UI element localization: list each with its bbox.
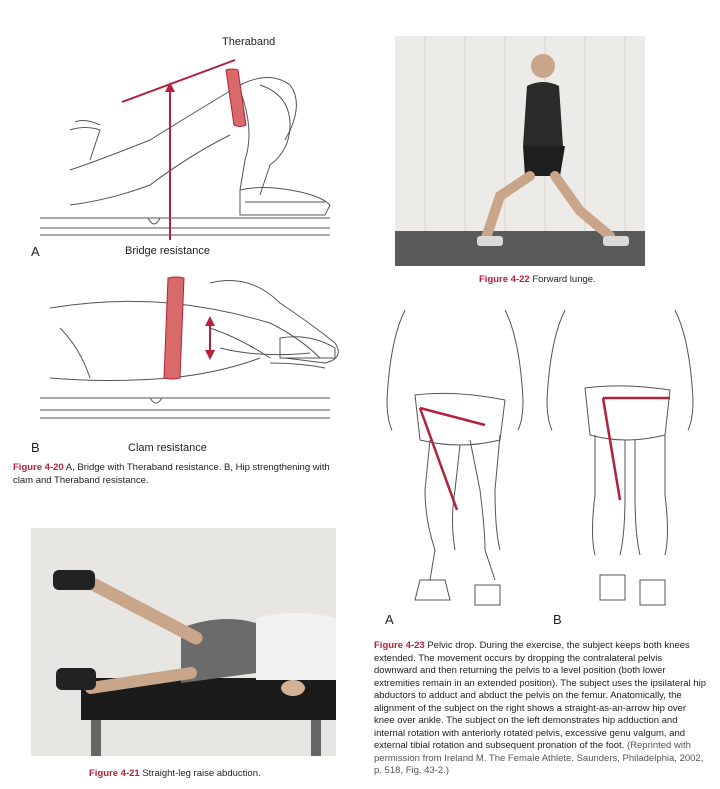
fig-4-23-panel-b-letter: B [553, 612, 562, 627]
forward-lunge-photo [395, 36, 645, 266]
straight-leg-raise-photo [31, 528, 336, 756]
figure-4-21-caption [89, 768, 261, 781]
panel-a-letter: A [31, 244, 40, 259]
figure-4-23-text: Pelvic drop. During the exercise, the subject keeps both knees extended. The movement occurs by dropping the contralateral pelvis downward and then returning the pelvis to a level position (both lower extremities remain in an extended position). The subject uses the ipsilateral hip abductors to adduct and abduct the pelvis on the femur. Anatomically, the alignment of the subject on the right shows a straight-as-an-arrow hip over knee over ankle. The subject on the left demonstrates hip adduction and internal rotation with anteriorly rotated pelvis, excessive genu valgum, and external tibial rotation and subsequent pronation of the foot. [374, 640, 706, 751]
figure-4-23-caption [374, 640, 706, 778]
figure-4-20-number: Figure 4-20 [13, 462, 64, 473]
figure-4-21-text: Straight-leg raise abduction. [139, 768, 261, 779]
clam-illustration [30, 268, 350, 438]
figure-4-21-number: Figure 4-21 [89, 768, 140, 779]
figure-4-22-text: Forward lunge. [529, 274, 596, 285]
figure-4-22-number: Figure 4-22 [479, 274, 530, 285]
figure-4-20-caption [13, 462, 348, 487]
figure-4-23-number: Figure 4-23 [374, 640, 425, 651]
clam-resistance-label: Clam resistance [128, 442, 207, 454]
bridge-resistance-label: Bridge resistance [125, 245, 210, 257]
figure-4-23-credit: (Reprinted with permission from Ireland M. The Female Athlete. Saunders, Philadelphia, 2002, p. 518, Fig. 43-2.) [374, 740, 704, 776]
pelvic-drop-illustration [375, 300, 705, 620]
bridge-illustration [30, 30, 350, 245]
fig-4-23-panel-a-letter: A [385, 612, 394, 627]
theraband-label: Theraband [222, 36, 276, 48]
figure-4-22-caption [479, 274, 596, 287]
figure-4-20-text: A, Bridge with Theraband resistance. B, Hip strengthening with clam and Theraband resistance. [13, 462, 330, 486]
panel-b-letter: B [31, 440, 40, 455]
